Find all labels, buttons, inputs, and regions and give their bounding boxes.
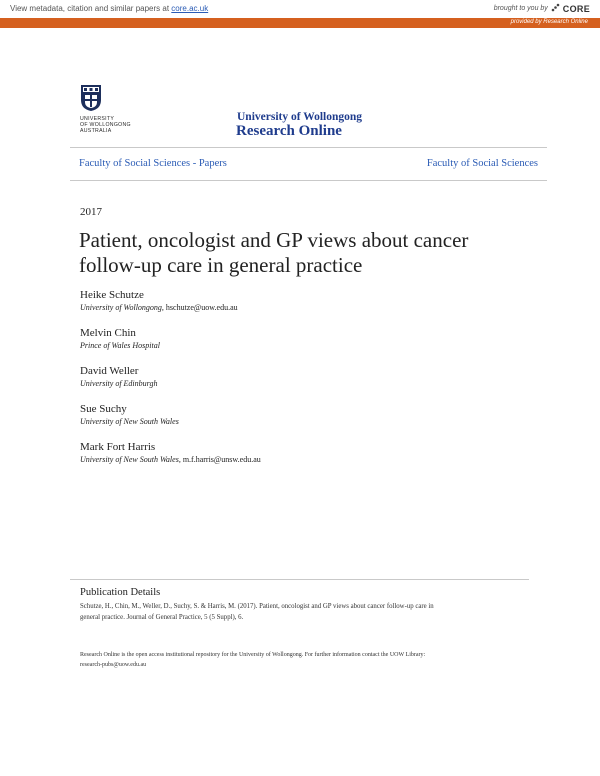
author-name[interactable]: Heike Schutze (80, 289, 144, 301)
author-entry (80, 365, 520, 403)
author-name[interactable]: Sue Suchy (80, 403, 127, 415)
author-name[interactable]: David Weller (80, 365, 139, 377)
author-email: , hschutze@uow.edu.au (161, 303, 238, 312)
citation-line: general practice. Journal of General Practice, 5 (5 Suppl), 6. (80, 613, 244, 621)
affiliation-text: Prince of Wales Hospital (80, 341, 160, 350)
author-affiliation (80, 416, 520, 428)
brought-by-text: brought to you by (493, 5, 548, 12)
core-metadata-text (10, 4, 208, 13)
author-affiliation (80, 454, 520, 466)
affiliation-text: University of New South Wales (80, 455, 179, 464)
logo-text-line: UNIVERSITY (80, 116, 115, 122)
core-logo-icon (551, 3, 560, 14)
faculty-papers-link[interactable]: Faculty of Social Sciences - Papers (79, 158, 227, 169)
core-metadata-label: View metadata, citation and similar papers at (10, 4, 172, 13)
crest-icon (80, 84, 102, 112)
logo-wordmark (80, 116, 146, 134)
author-list (80, 289, 520, 479)
faculty-link[interactable]: Faculty of Social Sciences (426, 158, 538, 169)
divider (70, 579, 529, 580)
core-banner (0, 0, 600, 18)
author-name[interactable]: Mark Fort Harris (80, 441, 156, 453)
logo-text-line: AUSTRALIA (80, 128, 112, 134)
repository-name[interactable]: Research Online (236, 123, 342, 139)
university-logo (80, 84, 150, 139)
footer-line: Research Online is the open access institutional repository for the University of Wollongong. For further information contact the UOW Library: (80, 652, 426, 658)
faculty-row (70, 147, 547, 181)
citation-line: Schutze, H., Chin, M., Weller, D., Suchy, S. & Harris, M. (2017). Patient, oncologist and GP views about cancer follow-up care in (80, 603, 434, 610)
author-entry (80, 327, 520, 365)
affiliation-text: University of New South Wales (80, 417, 179, 426)
core-name: CORE (562, 3, 590, 14)
paper-title: Patient, oncologist and GP views about cancer follow-up care in general practice (79, 228, 469, 277)
author-name[interactable]: Melvin Chin (80, 327, 136, 339)
author-entry (80, 289, 520, 327)
core-link[interactable]: core.ac.uk (171, 4, 209, 13)
author-affiliation (80, 378, 520, 390)
affiliation-text: University of Wollongong (80, 303, 162, 312)
publication-citation (80, 602, 510, 623)
repository-footer (80, 650, 510, 670)
author-affiliation (80, 302, 520, 314)
publication-year: 2017 (80, 206, 102, 218)
footer-email[interactable]: research-pubs@uow.edu.au (80, 662, 147, 668)
affiliation-text: University of Edinburgh (80, 379, 158, 388)
provided-by-text[interactable]: provided by Research Online (510, 19, 588, 25)
core-brand[interactable] (494, 3, 590, 14)
author-entry (80, 403, 520, 441)
author-affiliation (80, 340, 520, 352)
logo-text-line: OF WOLLONGONG (80, 122, 131, 128)
publication-details-heading: Publication Details (80, 587, 161, 598)
author-entry (80, 441, 520, 479)
author-email: , m.f.harris@unsw.edu.au (178, 455, 261, 464)
provided-by-bar (0, 18, 600, 28)
university-name[interactable]: University of Wollongong (237, 111, 363, 123)
